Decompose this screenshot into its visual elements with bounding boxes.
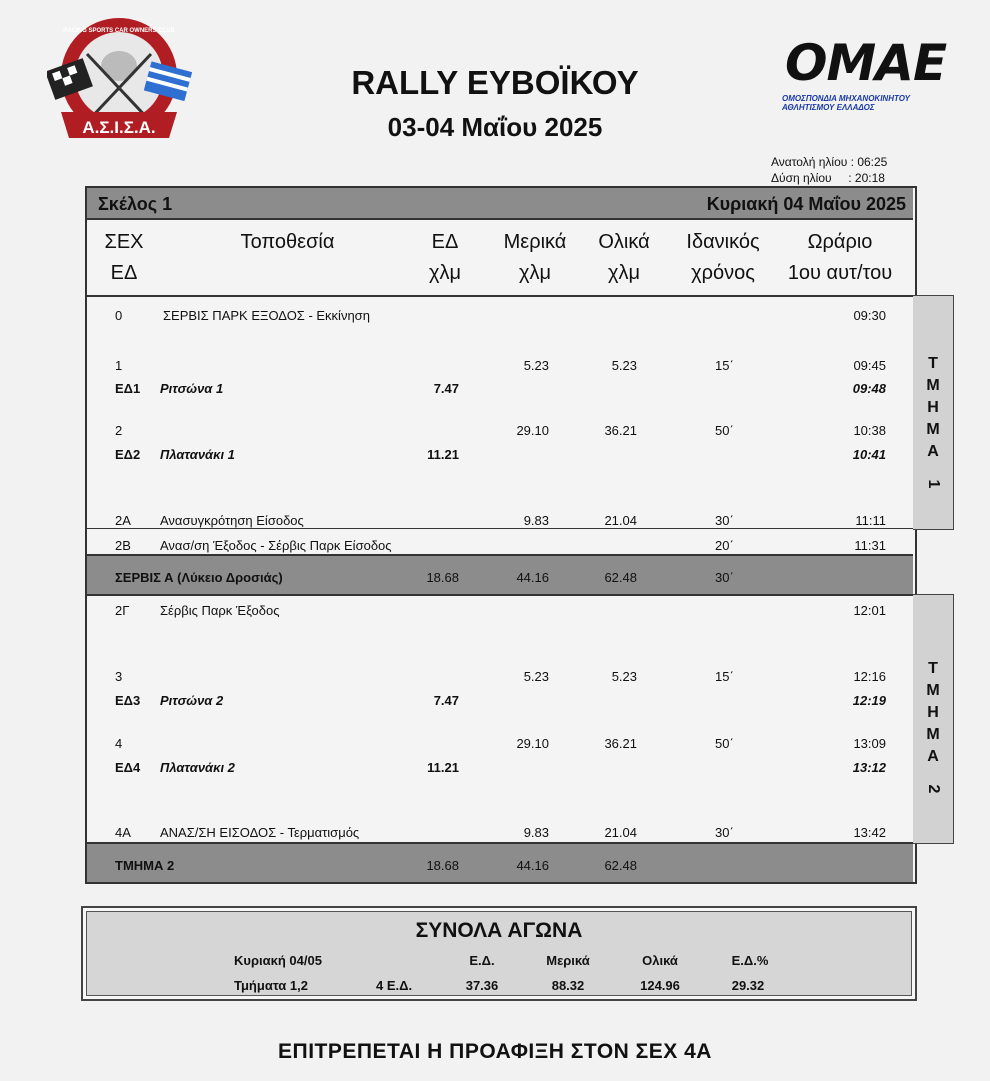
row-location: Πλατανάκι 1 (160, 447, 235, 462)
row-total: 5.23 (611, 669, 637, 684)
row-partial: 29.10 (516, 423, 549, 438)
row-location: Ριτσώνα 2 (160, 693, 224, 708)
row-code: 4 (115, 736, 123, 751)
row-location: ΑΝΑΣ/ΣΗ ΕΙΣΟΔΟΣ - Τερματισμός (160, 825, 360, 840)
col-header-ideal-line2: χρόνος (691, 262, 755, 284)
section-letter: Τ (928, 355, 938, 372)
totals-header-partial: Μερικά (546, 953, 590, 968)
asisa-logo-name: Α.Σ.Ι.Σ.Α. (82, 118, 156, 137)
section2-total-label: ΤΜΗΜΑ 2 (115, 858, 175, 873)
row-location: Ριτσώνα 1 (160, 381, 224, 396)
row-time: 12:19 (852, 693, 886, 708)
stage-label: Σκέλος 1 (98, 194, 173, 214)
row-code: 1 (115, 358, 123, 373)
section-letter: 1 (925, 479, 942, 489)
section-letter: 2 (925, 784, 942, 794)
section-letter: Τ (928, 660, 938, 677)
row-total: 36.21 (604, 423, 637, 438)
row-total: 62.48 (604, 858, 637, 873)
header-divider (87, 295, 913, 297)
service-a-label: ΣΕΡΒΙΣ Α (Λύκειο Δροσιάς) (115, 570, 283, 585)
totals-day: Κυριακή 04/05 (234, 953, 322, 968)
row-code: 2Γ (115, 603, 130, 618)
totals-header-total: Ολικά (642, 953, 678, 968)
row-code: 2Α (115, 513, 131, 528)
row-total: 62.48 (604, 570, 637, 585)
row-partial: 44.16 (516, 858, 549, 873)
row-time: 12:16 (853, 669, 886, 684)
section-letter: Α (927, 443, 939, 460)
row-ideal: 30΄ (715, 513, 734, 528)
section-letter: Α (927, 748, 939, 765)
totals-pct: 29.32 (731, 978, 765, 993)
row-ed: 18.68 (426, 570, 459, 585)
col-header-partial-line1: Μερικά (503, 231, 567, 253)
totals-ed: 37.36 (465, 978, 499, 993)
col-header-ed (412, 227, 478, 289)
totals-header-pct: Ε.Δ.% (731, 953, 769, 968)
col-header-total-line2: χλμ (607, 262, 641, 284)
asisa-logo-ring-text: RACING SPORTS CAR OWNERS CLUB (63, 28, 175, 34)
col-header-ed-line2: χλμ (428, 262, 462, 284)
col-header-partial-line2: χλμ (518, 262, 552, 284)
row-total: 5.23 (611, 358, 637, 373)
row-location: Ανασ/ση Έξοδος - Σέρβις Παρκ Είσοδος (160, 538, 392, 553)
row-total: 21.04 (604, 513, 637, 528)
stage-date: Κυριακή 04 Μαΐου 2025 (706, 194, 906, 214)
section-letter: Η (927, 704, 939, 721)
col-header-total (584, 227, 664, 289)
row-time: 13:42 (853, 825, 886, 840)
row-time: 12:01 (853, 603, 886, 618)
row-code: 3 (115, 669, 123, 684)
omae-logo-sub1: ΟΜΟΣΠΟΝΔΙΑ ΜΗΧΑΝΟΚΙΝΗΤΟΥ (782, 94, 910, 103)
row-partial: 29.10 (516, 736, 549, 751)
col-header-schedule-line1: Ωράριο (807, 231, 873, 253)
row-ideal: 50΄ (715, 423, 734, 438)
row-total: 36.21 (604, 736, 637, 751)
row-time: 11:31 (854, 538, 886, 553)
totals-total: 124.96 (640, 978, 680, 993)
omae-logo: OMAE (785, 34, 947, 92)
row-code: 2Β (115, 538, 131, 553)
row-time: 11:11 (855, 513, 886, 528)
row-time: 10:41 (852, 447, 886, 462)
section-2-text (923, 658, 943, 800)
itinerary-table (85, 186, 917, 884)
row-divider (87, 528, 913, 529)
row-time: 10:38 (853, 423, 886, 438)
section-letter: Μ (926, 726, 940, 743)
row-ideal: 30΄ (715, 570, 734, 585)
omae-logo-sub2: ΑΘΛΗΤΙΣΜΟΥ ΕΛΛΑΔΟΣ (782, 103, 875, 112)
row-location: Ανασυγκρότηση Είσοδος (160, 513, 304, 528)
row-code: ΕΔ2 (115, 447, 141, 462)
section-letter: Μ (926, 377, 940, 394)
sunrise-text: Ανατολή ηλίου : 06:25 (771, 155, 888, 169)
col-header-ideal-line1: Ιδανικός (686, 231, 760, 253)
row-code: 4Α (115, 825, 131, 840)
col-header-schedule (776, 227, 904, 289)
row-time: 09:30 (853, 308, 886, 323)
totals-count: 4 Ε.Δ. (376, 978, 413, 993)
row-time: 13:12 (852, 760, 886, 775)
row-time: 13:09 (853, 736, 886, 751)
sunset-text: Δύση ηλίου : 20:18 (771, 171, 885, 185)
row-partial: 5.23 (523, 669, 549, 684)
footer-notice: ΕΠΙΤΡΕΠΕΤΑΙ Η ΠΡΟΑΦΙΞΗ ΣΤΟΝ ΣΕΧ 4Α (278, 1040, 712, 1063)
event-date: 03-04 Μαΐου 2025 (387, 112, 603, 142)
section-letter: Μ (926, 421, 940, 438)
row-total: 21.04 (604, 825, 637, 840)
col-header-sex-line2: ΕΔ (110, 262, 138, 284)
row-code: ΕΔ3 (115, 693, 141, 708)
totals-parts: Τμήματα 1,2 (234, 978, 308, 993)
row-ed: 18.68 (426, 858, 459, 873)
section-letter (923, 463, 943, 473)
totals-header-ed: Ε.Δ. (469, 953, 495, 968)
totals-title: ΣΥΝΟΛΑ ΑΓΩΝΑ (415, 919, 583, 942)
row-code: 2 (115, 423, 123, 438)
section-letter (923, 768, 943, 778)
row-ideal: 15΄ (715, 669, 734, 684)
row-ideal: 20΄ (715, 538, 734, 553)
section-1-label (923, 353, 943, 495)
row-time: 09:45 (853, 358, 886, 373)
row-location: ΣΕΡΒΙΣ ΠΑΡΚ ΕΞΟΔΟΣ - Εκκίνηση (163, 308, 370, 323)
section-2-label (923, 658, 943, 800)
row-ideal: 15΄ (715, 358, 734, 373)
col-header-schedule-line2: 1ου αυτ/του (787, 262, 893, 284)
col-header-partial (490, 227, 580, 289)
row-code: ΕΔ4 (115, 760, 141, 775)
row-code: 0 (115, 308, 123, 323)
row-location: Σέρβις Παρκ Έξοδος (160, 603, 280, 618)
col-header-location: Τοποθεσία (240, 231, 335, 253)
col-header-sex-line1: ΣΕΧ (104, 231, 144, 253)
col-header-ed-line1: ΕΔ (431, 231, 459, 253)
col-header-ideal (672, 227, 774, 289)
page-title: RALLY ΕΥΒΟΪΚΟΥ (351, 64, 639, 101)
row-location: Πλατανάκι 2 (160, 760, 235, 775)
row-ideal: 50΄ (715, 736, 734, 751)
row-code: ΕΔ1 (115, 381, 141, 396)
section-letter: Η (927, 399, 939, 416)
row-partial: 9.83 (523, 825, 549, 840)
row-time: 09:48 (852, 381, 886, 396)
section-letter: Μ (926, 682, 940, 699)
row-ed: 11.21 (427, 447, 459, 462)
section-1-text (923, 353, 943, 495)
col-header-sex (96, 227, 152, 289)
totals-partial: 88.32 (551, 978, 585, 993)
row-partial: 44.16 (516, 570, 549, 585)
row-partial: 5.23 (523, 358, 549, 373)
row-ed: 7.47 (433, 693, 459, 708)
row-ideal: 30΄ (715, 825, 734, 840)
row-ed: 11.21 (427, 760, 459, 775)
row-ed: 7.47 (433, 381, 459, 396)
col-header-total-line1: Ολικά (598, 231, 650, 253)
row-partial: 9.83 (523, 513, 549, 528)
